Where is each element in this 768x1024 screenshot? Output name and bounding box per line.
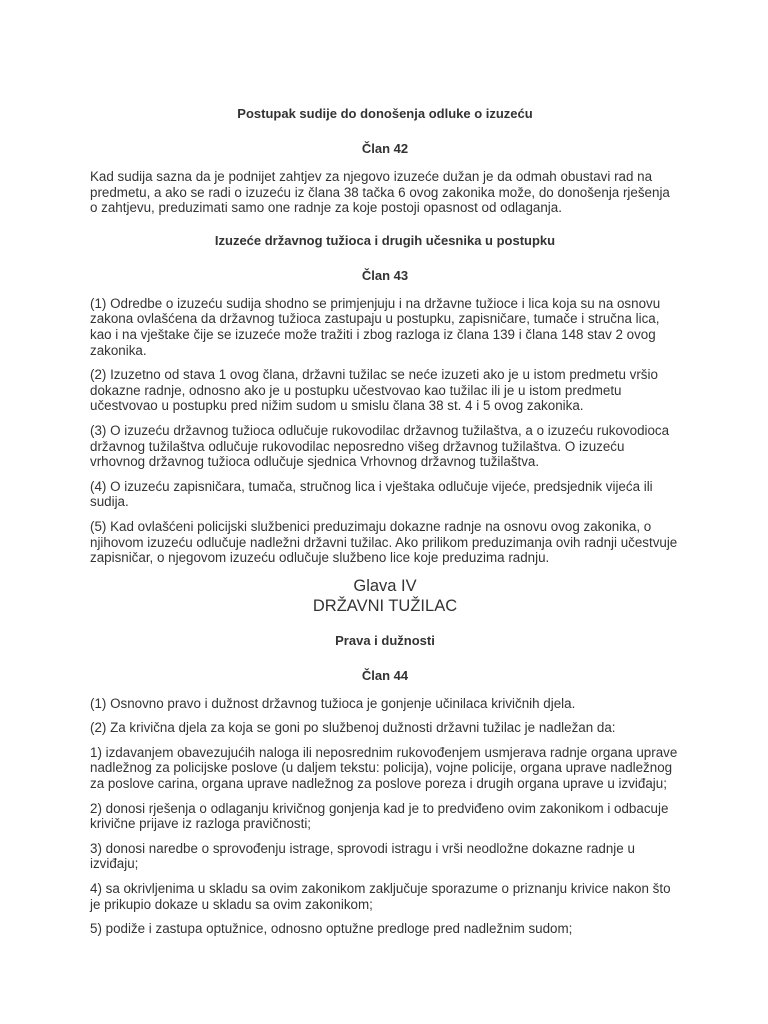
paragraph: (3) O izuzeću državnog tužioca odlučuje rukovodilac državnog tužilaštva, a o izuzeću rukovodioca državnog tužilaštva odlučuje rukovodilac neposredno višeg državnog tužilaštva. O izuzeću vrhovnog državnog tužioca odlučuje sjednica Vrhovnog državnog tužilaštva. xyxy=(90,422,670,470)
article-number: Član 42 xyxy=(361,141,409,156)
paragraph: Kad sudija sazna da je podnijet zahtjev za njegovo izuzeće dužan je da odmah obustavi rad na predmetu, a ako se radi o izuzeću iz člana 38 tačka 6 ovog zakonika može, do donošenja rješenja o zahtjevu, preduzimati samo one radnje za koje postoji opasnost od odlaganja. xyxy=(90,169,670,216)
paragraph: (1) Odredbe o izuzeću sudija shodno se primjenjuju i na državne tužioce i lica koja su na osnovu zakona ovlašćena da državnog tužioca zastupaju u postupku, zapisničare, tumače i stručna lica, kao i na vještake čije se izuzeće može tražiti i zbog razloga iz člana 139 i člana 148 stav 2 ovog zakonika. xyxy=(90,295,661,358)
article-number: Član 43 xyxy=(361,267,409,283)
list-item: 4) sa okrivljenima u skladu sa ovim zakonikom zaključuje sporazume o priznanju krivice nakon što je prikupio dokaze u skladu sa ovim zakonikom; xyxy=(90,881,671,912)
list-item: 5) podiže i zastupa optužnice, odnosno optužne predloge pred nadležnim sudom; xyxy=(90,921,573,937)
paragraph: (2) Za krivična djela za koja se goni po službenoj dužnosti državni tužilac je nadležan da: xyxy=(90,720,616,736)
list-item: 3) donosi naredbe o sprovođenju istrage, sprovodi istragu i vrši neodložne dokazne radnje u izviđaju; xyxy=(90,840,635,872)
chapter-number: Glava IV xyxy=(353,576,417,595)
chapter-title xyxy=(90,576,680,616)
chapter-name: DRŽAVNI TUŽILAC xyxy=(312,596,458,615)
paragraph: (4) O izuzeću zapisničara, tumača, stručnog lica i vještaka odlučuje vijeće, predsjednik vijeća ili sudija. xyxy=(90,478,653,510)
paragraph: (2) Izuzetno od stava 1 ovog člana, državni tužilac se neće izuzeti ako je u istom predmetu vršio dokazne radnje, odnosno ako je u postupku učestvovao kao tužilac ili je u istom predmetu učestvovao u postupku pred nižim sudom u smislu člana 38 st. 4 i 5 ovog zakonika. xyxy=(90,367,658,414)
section-heading: Izuzeće državnog tužioca i drugih učesnika u postupku xyxy=(214,232,556,248)
paragraph: (1) Osnovno pravo i dužnost državnog tužioca je gonjenje učinilaca krivičnih djela. xyxy=(90,695,576,711)
article-number: Član 44 xyxy=(361,667,409,683)
list-item: 2) donosi rješenja o odlaganju krivičnog gonjenja kad je to predviđeno ovim zakonikom i odbacuje krivične prijave iz razloga pravičnosti; xyxy=(90,800,669,832)
paragraph: (5) Kad ovlašćeni policijski službenici preduzimaju dokazne radnje na osnovu ovog zakonika, o njihovom izuzeću odlučuje nadležni državni tužilac. Ako prilikom preduzimanja ovih radnji učestvuje zapisničar, o njegovom izuzeću odlučuje službeno lice koje preduzima radnju. xyxy=(90,518,678,566)
document-page xyxy=(90,106,680,946)
list-item: 1) izdavanjem obavezujućih naloga ili neposrednim rukovođenjem usmjerava radnje organa uprave nadležnog za policijske poslove (u daljem tekstu: policija), vojne policije, organa uprave nadležnog za poslove carina, organa uprave nadležnog za poslove poreza i drugih organa uprave u izviđaju; xyxy=(90,744,678,792)
section-heading: Postupak sudije do donošenja odluke o izuzeću xyxy=(237,106,533,121)
section-heading: Prava i dužnosti xyxy=(335,632,435,648)
